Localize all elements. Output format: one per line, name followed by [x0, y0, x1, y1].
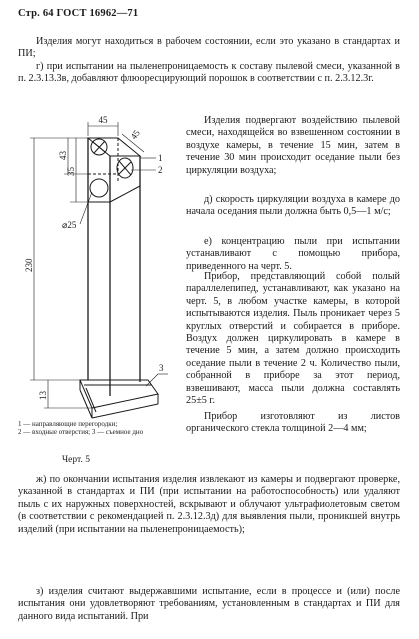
top-face	[88, 138, 140, 156]
item-d-paragraph: д) скорость циркуляции воздуха в камере до начала оседания пыли должна быть 0,5—1 м/с;	[186, 194, 400, 218]
item-z-paragraph: з) изделия считают выдержавшими испытание, если в процессе и (или) после испытания они удовлетворяют требованиям, установленным в стандартах и ПИ для данного вида испытаний. При	[18, 586, 400, 622]
dim-left-mid: 35	[66, 167, 76, 176]
removable-bottom	[80, 380, 158, 408]
legend-line-2: 2 — входные отверстия; 3 — съемное дно	[18, 428, 144, 437]
apparatus-drawing	[18, 112, 170, 427]
figure-legend	[18, 420, 180, 437]
item-e-paragraph: е) концентрацию пыли при испытании устанавливают с помощью прибора, приведенного на черт. 5.	[186, 236, 400, 272]
side-paragraph-1: Изделия подвергают воздействию пылевой смеси, находящейся во взвешенном состоянии в воздухе камеры, в течение 15 мин, затем в течение 30 мин происходит оседание пыли без циркуляции воздуха;	[186, 115, 400, 176]
callout-2: 2	[158, 165, 163, 175]
device-description: Прибор, представляющий собой полый параллелепипед, устанавливают, как указано на черт. 5, в любом участке камеры, в которой испытываются изделия. Пыль проникает через 5 круглых отверстий и собирается в приборе. Воздух должен циркулировать в камере в течение 5 мин, а затем должно происходить оседание пыли в течение 2 ч. Количество пыли, собранной в приборе за этот период, взвешивают, масса пыли должна составлять 25±5 г.	[186, 271, 400, 407]
intro-paragraph: Изделия могут находиться в рабочем состоянии, если это указано в стандартах и ПИ;	[18, 36, 400, 60]
dim-hole-diameter: ⌀25	[62, 220, 77, 230]
hole-front	[90, 179, 108, 197]
dim-left-upper: 43	[58, 151, 68, 160]
dim-top-side: 45	[128, 128, 142, 142]
callout-1: 1	[158, 153, 163, 163]
page-header: Стр. 64 ГОСТ 16962—71	[18, 8, 139, 19]
legend-line-1: 1 — направляющие перегородки;	[18, 420, 118, 428]
device-material: Прибор изготовляют из листов органического стекла толщиной 2—4 мм;	[186, 411, 400, 435]
callout-3: 3	[159, 363, 164, 373]
item-zh-paragraph: ж) по окончании испытания изделия извлекают из камеры и подвергают проверке, указанной в стандартах и ПИ (при испытании на работоспособность) или удаляют пыль с их наружных поверхностей, вскрывают и облучают ультрафиолетовым светом (в соответствии с рекомендацией п. 2.3.12.3д) для выявления пыли, проникшей внутрь изделий (при испытании на пыленепроницаемость);	[18, 474, 400, 535]
item-g-paragraph: г) при испытании на пыленепроницаемость к составу пылевой смеси, указанной в п. 2.3.13.3в, добавляют флюоресцирующий порошок в соответствии с п. 2.3.12.3г.	[18, 61, 400, 85]
figure-label: Черт. 5	[62, 455, 90, 465]
dim-bottom: 13	[38, 391, 48, 400]
dim-top-width: 45	[98, 115, 108, 125]
dim-total-height: 230	[24, 258, 34, 272]
